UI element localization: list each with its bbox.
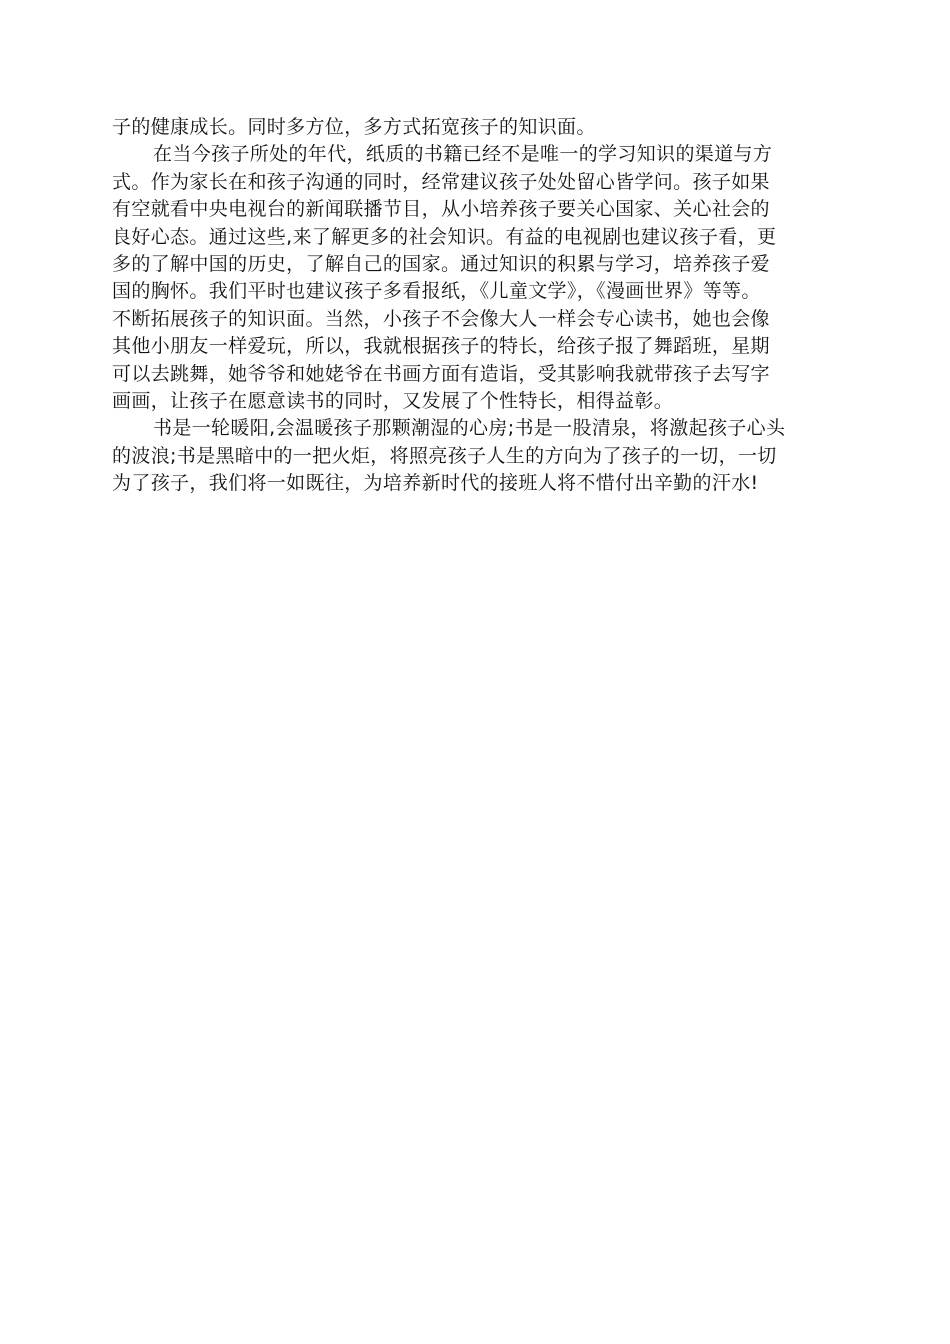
text-line: 可以去跳舞，她爷爷和她姥爷在书画方面有造诣，受其影响我就带孩子去写字: [112, 362, 770, 385]
text-line: 良好心态。通过这些,来了解更多的社会知识。有益的电视剧也建议孩子看，更: [112, 225, 777, 248]
paragraph-3: [112, 415, 842, 497]
text-line: 有空就看中央电视台的新闻联播节目，从小培养孩子要关心国家、关心社会的: [112, 198, 770, 221]
document-body: [112, 114, 842, 497]
text-line: 其他小朋友一样爱玩，所以，我就根据孩子的特长，给孩子报了舞蹈班，星期: [112, 335, 770, 358]
text-line: 子的健康成长。同时多方位，多方式拓宽孩子的知识面。: [112, 116, 596, 138]
paragraph-2: [112, 141, 842, 415]
text-line: 画画，让孩子在愿意读书的同时，又发展了个性特长，相得益彰。: [112, 389, 674, 412]
text-line: 国的胸怀。我们平时也建议孩子多看报纸，《儿童文学》，《漫画世界》等等。: [112, 280, 761, 303]
text-line: 不断拓展孩子的知识面。当然，小孩子不会像大人一样会专心读书，她也会像: [112, 307, 770, 330]
text-line: 多的了解中国的历史，了解自己的国家。通过知识的积累与学习，培养孩子爱: [112, 252, 770, 275]
paragraph-1: [112, 114, 842, 141]
text-line: 在当今孩子所处的年代，纸质的书籍已经不是唯一的学习知识的渠道与方: [153, 143, 773, 166]
text-line: 书是一轮暖阳,会温暖孩子那颗潮湿的心房;书是一股清泉，将激起孩子心头: [153, 417, 786, 440]
text-line: 的波浪;书是黑暗中的一把火炬，将照亮孩子人生的方向为了孩子的一切，一切: [112, 444, 777, 467]
text-line: 为了孩子，我们将一如既往，为培养新时代的接班人将不惜付出辛勤的汗水!: [112, 472, 759, 495]
text-line: 式。作为家长在和孩子沟通的同时，经常建议孩子处处留心皆学问。孩子如果: [112, 170, 770, 193]
